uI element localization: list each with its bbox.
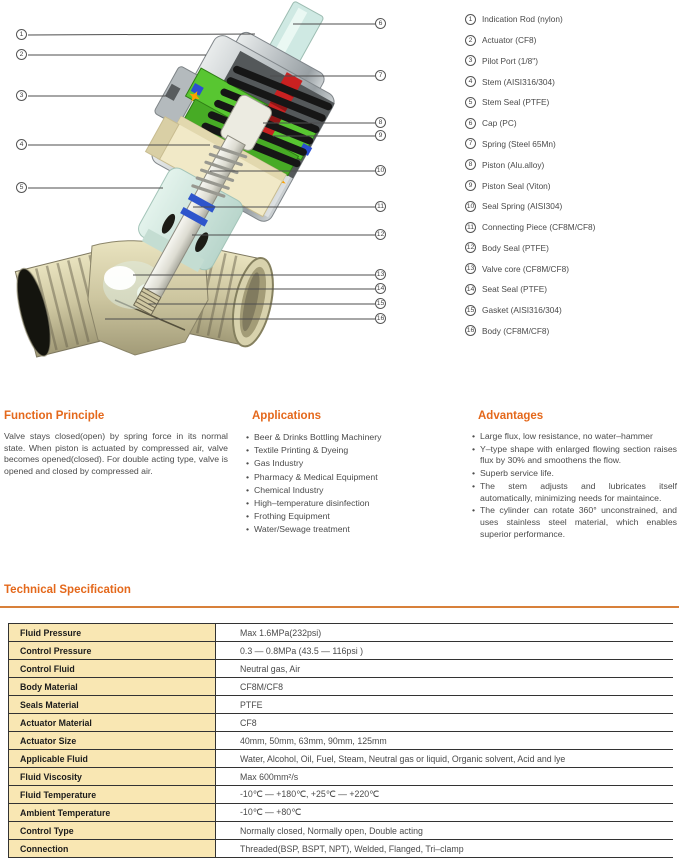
spec-label: Ambient Temperature: [9, 804, 216, 822]
spec-row: [9, 660, 674, 678]
spec-row: [9, 750, 674, 768]
spec-value: 40mm, 50mm, 63mm, 90mm, 125mm: [216, 732, 674, 750]
spec-label: Control Fluid: [9, 660, 216, 678]
part-number-badge: 5: [465, 97, 476, 108]
valve-diagram: [0, 0, 460, 400]
part-number-badge: 8: [465, 159, 476, 170]
advantage-item: • Superb service life.: [472, 468, 677, 480]
parts-list-item: [465, 196, 679, 217]
parts-list-item: [465, 217, 679, 238]
parts-list-item: [465, 134, 679, 155]
part-label: Body (CF8M/CF8): [482, 325, 550, 336]
applications-title: Applications: [252, 410, 322, 422]
advantage-item: • Y–type shape with enlarged flowing section raises flux by 30% and smoothens the flow.: [472, 444, 677, 467]
spec-value: Max 1.6MPa(232psi): [216, 624, 674, 642]
parts-list-item: [465, 175, 679, 196]
application-item: • High–temperature disinfection: [246, 497, 470, 510]
parts-list-item: [465, 300, 679, 321]
technical-specification-title: Technical Specification: [4, 584, 131, 596]
parts-list-item: [465, 113, 679, 134]
application-item: • Pharmacy & Medical Equipment: [246, 471, 470, 484]
part-label: Spring (Steel 65Mn): [482, 138, 556, 149]
applications-list: [246, 431, 470, 537]
diagram-callout-13: 13: [376, 271, 385, 278]
application-item: • Frothing Equipment: [246, 510, 470, 523]
part-number-badge: 6: [465, 118, 476, 129]
spec-value: Threaded(BSP, BSPT, NPT), Welded, Flanged, Tri–clamp: [216, 840, 674, 858]
diagram-callout-9: 9: [375, 130, 386, 141]
part-label: Cap (PC): [482, 118, 517, 129]
part-label: Actuator (CF8): [482, 35, 537, 46]
spec-row: [9, 732, 674, 750]
diagram-callout-8: 8: [375, 117, 386, 128]
function-principle-title: Function Principle: [4, 410, 105, 422]
diagram-callout-12: 12: [376, 231, 385, 238]
spec-label: Fluid Pressure: [9, 624, 216, 642]
parts-list-item: [465, 92, 679, 113]
diagram-callout-6: 6: [375, 18, 386, 29]
spec-row: [9, 822, 674, 840]
advantage-item: • Large flux, low resistance, no water–hammer: [472, 431, 677, 443]
spec-row: [9, 768, 674, 786]
spec-label: Actuator Size: [9, 732, 216, 750]
parts-list: [455, 0, 679, 341]
spec-value: Max 600mm²/s: [216, 768, 674, 786]
part-label: Valve core (CF8M/CF8): [482, 263, 569, 274]
part-number-badge: 12: [466, 244, 475, 252]
spec-label: Actuator Material: [9, 714, 216, 732]
spec-row: [9, 786, 674, 804]
application-item: • Textile Printing & Dyeing: [246, 444, 470, 457]
spec-label: Applicable Fluid: [9, 750, 216, 768]
diagram-callout-7: 7: [375, 70, 386, 81]
spec-row: [9, 840, 674, 858]
application-item: • Beer & Drinks Bottling Machinery: [246, 431, 470, 444]
part-number-badge: 10: [466, 202, 475, 210]
part-label: Piston Seal (Viton): [482, 180, 551, 191]
part-number-badge: 7: [465, 138, 476, 149]
advantage-item: • The cylinder can rotate 360° unconstrained, and uses stainless steel material, which enables superior performance.: [472, 505, 677, 540]
part-label: Stem Seal (PTFE): [482, 97, 550, 108]
part-number-badge: 9: [465, 180, 476, 191]
advantage-item: • The stem adjusts and lubricates itself automatically, minimizing needs for maintaince.: [472, 481, 677, 504]
spec-value: CF8: [216, 714, 674, 732]
part-number-badge: 3: [465, 55, 476, 66]
part-number-badge: 14: [466, 285, 475, 293]
part-label: Seat Seal (PTFE): [482, 284, 548, 295]
parts-list-item: [465, 154, 679, 175]
spec-value: -10℃ — +180℃, +25℃ — +220℃: [216, 786, 674, 804]
part-number-badge: 13: [466, 265, 475, 273]
parts-list-item: [465, 279, 679, 300]
callout-leader-lines: [0, 0, 460, 400]
part-label: Stem (AISI316/304): [482, 76, 555, 87]
diagram-callout-5: 5: [16, 182, 27, 193]
section-divider-rule: [0, 606, 679, 608]
parts-list-item: [465, 9, 679, 30]
diagram-callout-11: 11: [376, 203, 385, 210]
spec-value: CF8M/CF8: [216, 678, 674, 696]
part-number-badge: 16: [466, 327, 475, 335]
spec-value: Neutral gas, Air: [216, 660, 674, 678]
part-label: Gasket (AISI316/304): [482, 305, 562, 316]
part-label: Piston (Alu.alloy): [482, 159, 545, 170]
diagram-callout-2: 2: [16, 49, 27, 60]
function-principle-body: Valve stays closed(open) by spring force in its normal state. When piston is actuated by compressed air, valve becomes opened(closed). For double acting type, valve is opened and closed by compressed air.: [4, 431, 228, 477]
diagram-callout-10: 10: [376, 167, 385, 174]
spec-row: [9, 642, 674, 660]
spec-label: Control Pressure: [9, 642, 216, 660]
diagram-callout-3: 3: [16, 90, 27, 101]
spec-value: Normally closed, Normally open, Double acting: [216, 822, 674, 840]
diagram-callout-1: 1: [16, 29, 27, 40]
part-number-badge: 15: [466, 306, 475, 314]
part-label: Body Seal (PTFE): [482, 242, 549, 253]
spec-label: Connection: [9, 840, 216, 858]
parts-list-item: [465, 320, 679, 341]
diagram-callout-15: 15: [376, 300, 385, 307]
part-number-badge: 2: [465, 35, 476, 46]
part-label: Connecting Piece (CF8M/CF8): [482, 222, 596, 233]
advantages-title: Advantages: [478, 410, 544, 422]
spec-label: Seals Material: [9, 696, 216, 714]
spec-value: Water, Alcohol, Oil, Fuel, Steam, Neutral gas or liquid, Organic solvent, Acid and lye: [216, 750, 674, 768]
spec-label: Body Material: [9, 678, 216, 696]
spec-value: PTFE: [216, 696, 674, 714]
applications-section: [252, 410, 470, 537]
spec-row: [9, 714, 674, 732]
advantages-list: [472, 431, 677, 540]
diagram-callout-16: 16: [376, 315, 385, 322]
spec-row: [9, 678, 674, 696]
parts-list-item: [465, 30, 679, 51]
function-principle-section: [4, 410, 228, 478]
part-number-badge: 1: [465, 14, 476, 25]
spec-value: 0.3 — 0.8MPa (43.5 — 116psi ): [216, 642, 674, 660]
spec-row: [9, 624, 674, 642]
part-label: Seal Spring (AISI304): [482, 201, 563, 212]
spec-label: Control Type: [9, 822, 216, 840]
part-number-badge: 4: [465, 76, 476, 87]
application-item: • Water/Sewage treatment: [246, 523, 470, 536]
spec-row: [9, 804, 674, 822]
technical-specification-table: [8, 623, 673, 858]
part-number-badge: 11: [466, 223, 475, 231]
parts-list-item: [465, 258, 679, 279]
diagram-callout-14: 14: [376, 285, 385, 292]
spec-value: -10℃ — +80℃: [216, 804, 674, 822]
part-label: Pilot Port (1/8"): [482, 55, 538, 66]
part-label: Indication Rod (nylon): [482, 14, 563, 25]
diagram-callout-4: 4: [16, 139, 27, 150]
parts-list-item: [465, 51, 679, 72]
spec-label: Fluid Temperature: [9, 786, 216, 804]
spec-row: [9, 696, 674, 714]
advantages-section: [478, 410, 677, 541]
parts-list-item: [465, 71, 679, 92]
application-item: • Chemical Industry: [246, 484, 470, 497]
parts-list-item: [465, 237, 679, 258]
application-item: • Gas Industry: [246, 457, 470, 470]
spec-label: Fluid Viscosity: [9, 768, 216, 786]
